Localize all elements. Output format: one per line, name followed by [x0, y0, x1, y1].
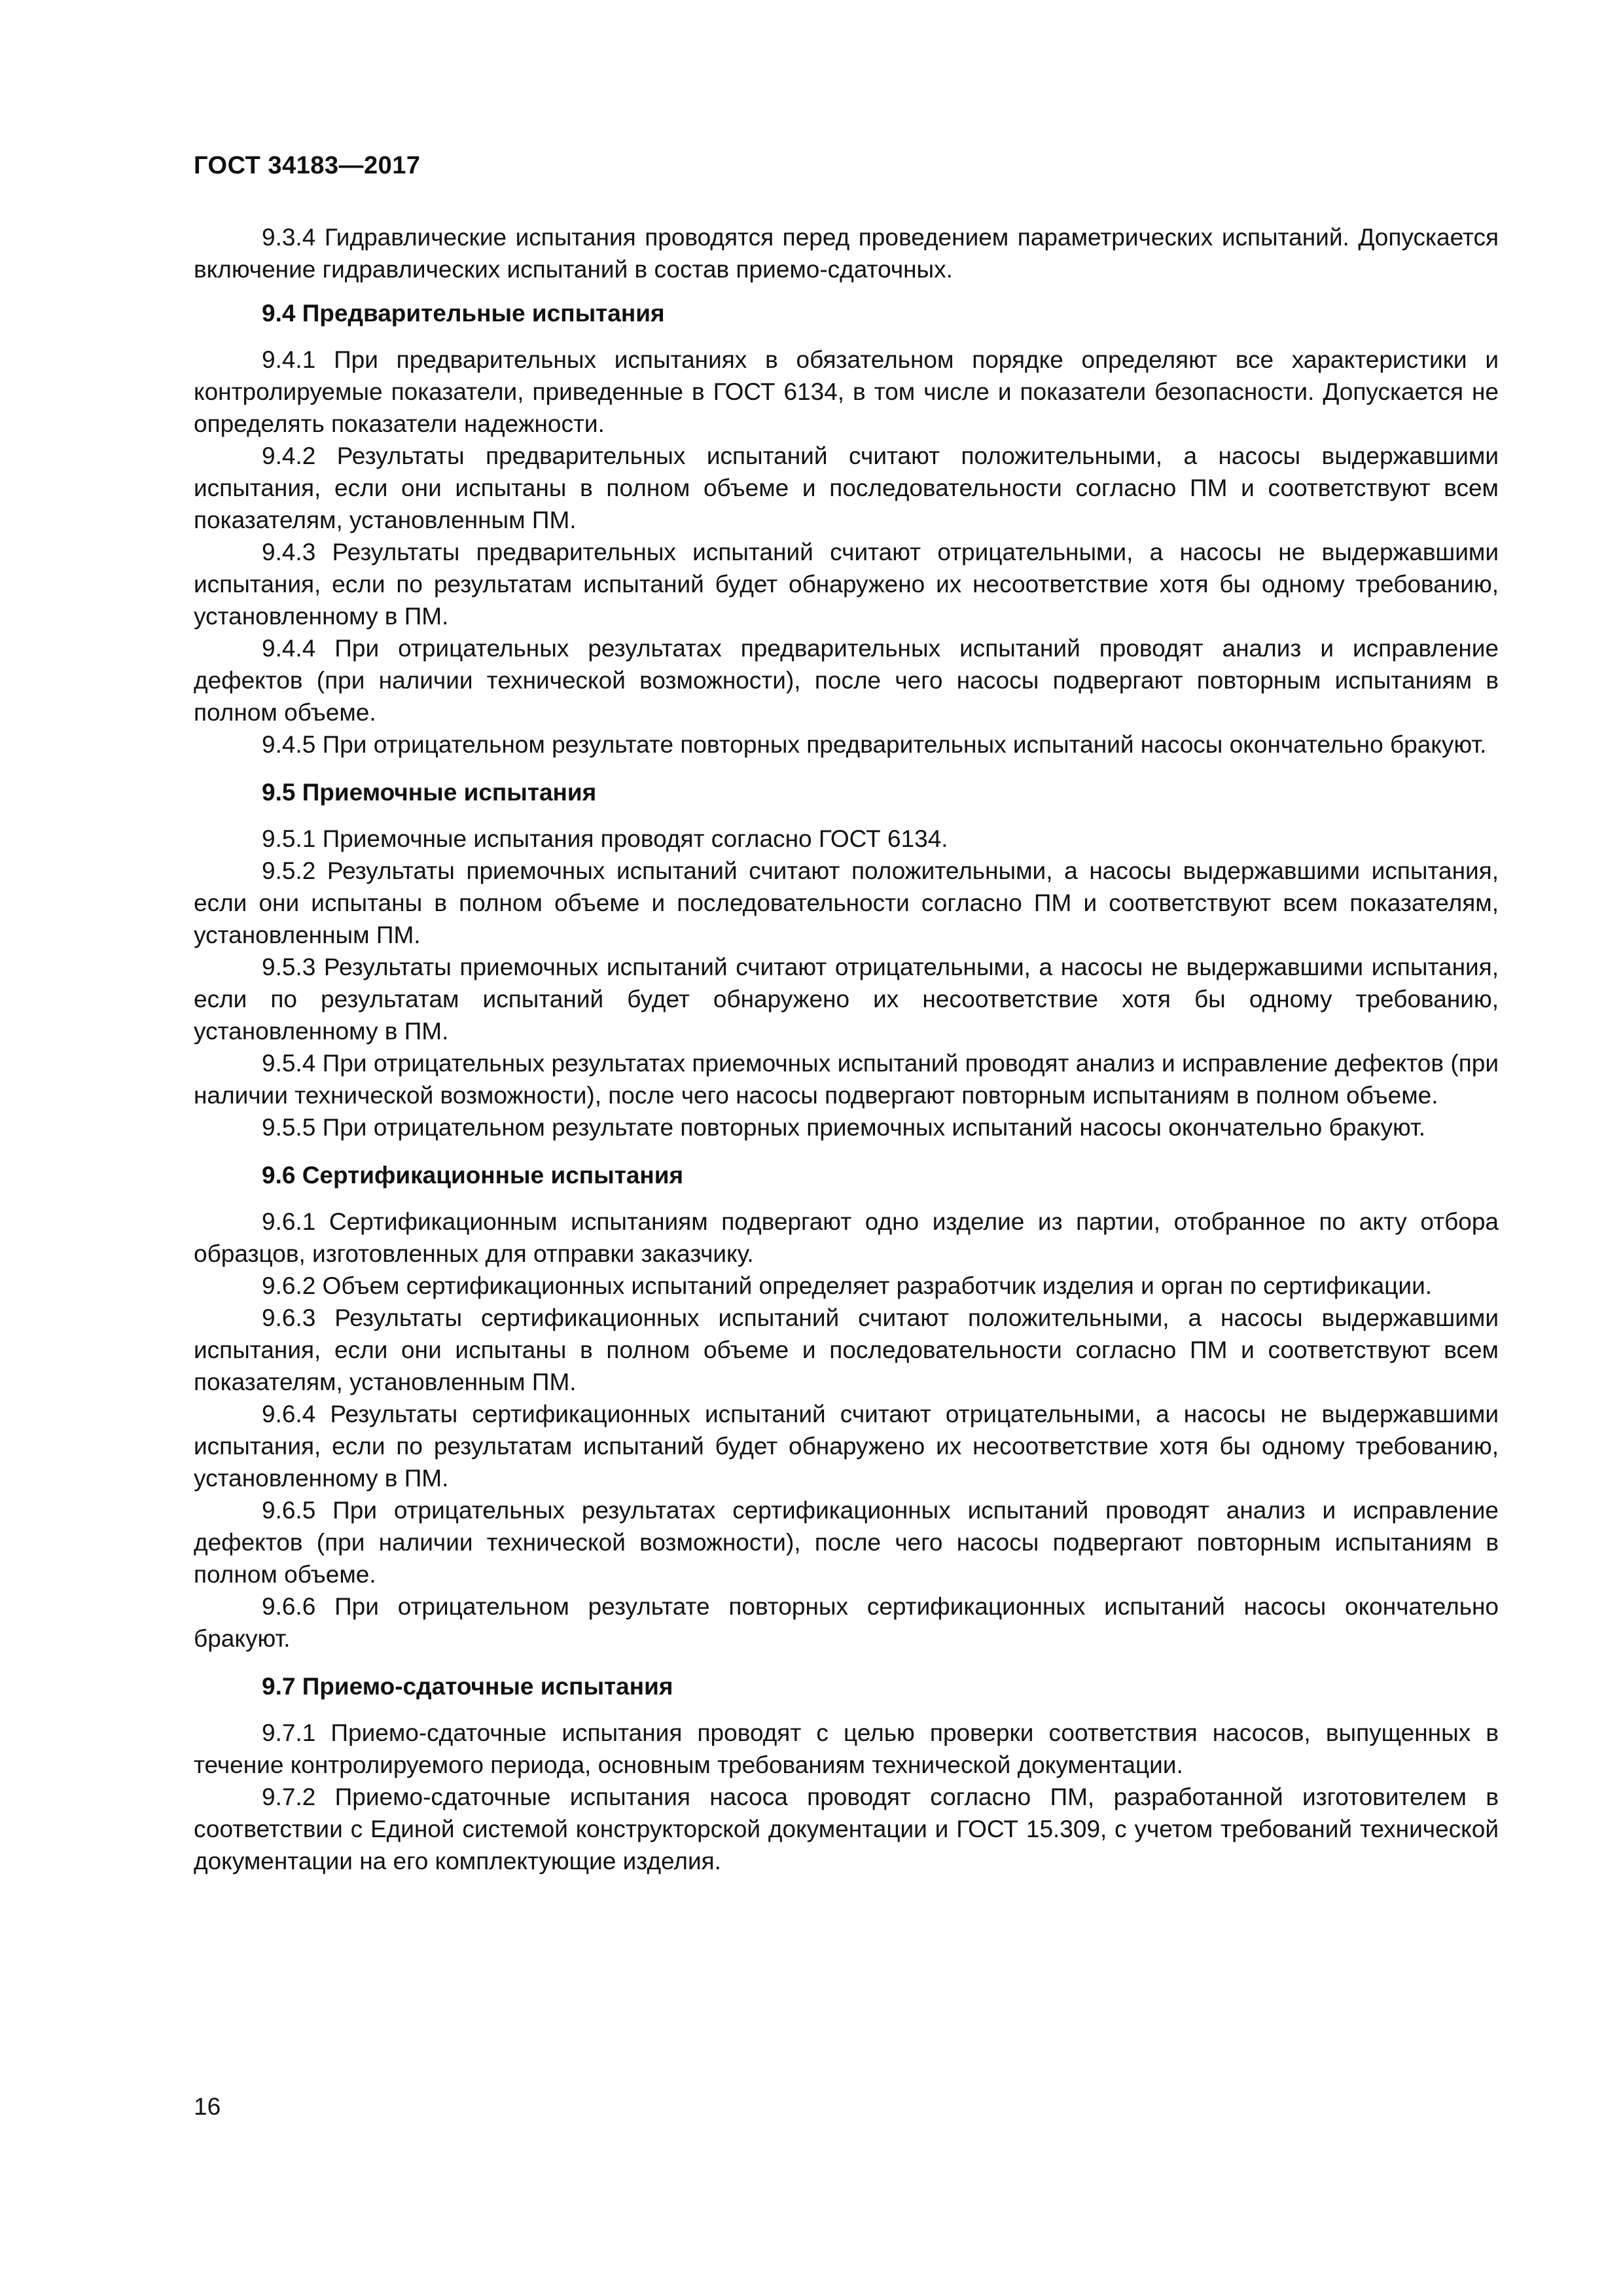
- paragraph-9-4-5: 9.4.5 При отрицательном результате повторных предварительных испытаний насосы окончательно бракуют.: [262, 731, 1487, 758]
- paragraph-9-6-6: 9.6.6 При отрицательном результате повторных сертификационных испытаний насосы окончательно бракуют.: [194, 1593, 1499, 1652]
- paragraph-9-7-2: 9.7.2 Приемо-сдаточные испытания насоса проводят согласно ПМ, разработанной изготовителем в соответствии с Единой системой конструкторской документации и ГОСТ 15.309, с учетом требований технической документации на его комплектующие изделия.: [194, 1784, 1499, 1874]
- paragraph-9-4-2: 9.4.2 Результаты предварительных испытаний считают положительными, а насосы выдержавшими испытания, если они испытаны в полном объеме и последовательности согласно ПМ и соответствуют всем показателям, установленным ПМ.: [194, 442, 1499, 533]
- page-number: 16: [194, 2093, 221, 2120]
- section-heading-9-7: 9.7 Приемо-сдаточные испытания: [262, 1673, 673, 1700]
- paragraph-9-6-2: 9.6.2 Объем сертификационных испытаний определяет разработчик изделия и орган по сертификации.: [262, 1272, 1433, 1299]
- paragraph-9-6-5: 9.6.5 При отрицательных результатах сертификационных испытаний проводят анализ и исправление дефектов (при наличии технической возможности), после чего насосы подвергают повторным испытаниям в полном объеме.: [194, 1497, 1499, 1588]
- paragraph-9-5-4: 9.5.4 При отрицательных результатах приемочных испытаний проводят анализ и исправление дефектов (при наличии технической возможности), после чего насосы подвергают повторным испытаниям в полном объеме.: [194, 1050, 1499, 1109]
- paragraph-9-7-1: 9.7.1 Приемо-сдаточные испытания проводят с целью проверки соответствия насосов, выпущенных в течение контролируемого периода, основным требованиям технической документации.: [194, 1719, 1499, 1778]
- paragraph-9-5-2: 9.5.2 Результаты приемочных испытаний считают положительными, а насосы выдержавшими испытания, если они испытаны в полном объеме и последовательности согласно ПМ и соответствуют всем показателям, установленным ПМ.: [194, 857, 1499, 948]
- section-9-7: [194, 1670, 1499, 1877]
- section-9-5: [194, 776, 1499, 1143]
- paragraph-9-6-4: 9.6.4 Результаты сертификационных испытаний считают отрицательными, а насосы не выдержавшими испытания, если по результатам испытаний будет обнаружено их несоответствие хотя бы одному требованию, установленному в ПМ.: [194, 1401, 1499, 1492]
- section-heading-9-4: 9.4 Предварительные испытания: [262, 300, 665, 327]
- paragraph-9-4-4: 9.4.4 При отрицательных результатах предварительных испытаний проводят анализ и исправление дефектов (при наличии технической возможности), после чего насосы подвергают повторным испытаниям в полном объеме.: [194, 635, 1499, 726]
- section-9-4: [194, 297, 1499, 761]
- paragraph-9-5-5: 9.5.5 При отрицательном результате повторных приемочных испытаний насосы окончательно бракуют.: [262, 1114, 1426, 1141]
- section-heading-9-5: 9.5 Приемочные испытания: [262, 779, 597, 806]
- document-body: [194, 221, 1499, 1877]
- paragraph-9-5-3: 9.5.3 Результаты приемочных испытаний считают отрицательными, а насосы не выдержавшими испытания, если по результатам испытаний будет обнаружено их несоответствие хотя бы одному требованию, установленному в ПМ.: [194, 954, 1499, 1045]
- paragraph-9-6-1: 9.6.1 Сертификационным испытаниям подвергают одно изделие из партии, отобранное по акту отбора образцов, изготовленных для отправки заказчику.: [194, 1208, 1499, 1267]
- section-heading-9-6: 9.6 Сертификационные испытания: [262, 1162, 684, 1189]
- document-header-id: ГОСТ 34183—2017: [194, 152, 421, 179]
- paragraph-9-3-4: 9.3.4 Гидравлические испытания проводятся перед проведением параметрических испытаний. Допускается включение гидравлических испытаний в состав приемо-сдаточных.: [194, 224, 1499, 283]
- paragraph-9-5-1: 9.5.1 Приемочные испытания проводят согласно ГОСТ 6134.: [262, 825, 948, 852]
- paragraph-9-6-3: 9.6.3 Результаты сертификационных испытаний считают положительными, а насосы выдержавшими испытания, если они испытаны в полном объеме и последовательности согласно ПМ и соответствуют всем показателям, установленным ПМ.: [194, 1304, 1499, 1395]
- paragraph-9-4-1: 9.4.1 При предварительных испытаниях в обязательном порядке определяют все характеристики и контролируемые показатели, приведенные в ГОСТ 6134, в том числе и показатели безопасности. Допускается не определять показатели надежности.: [194, 346, 1499, 437]
- paragraph-9-4-3: 9.4.3 Результаты предварительных испытаний считают отрицательными, а насосы не выдержавшими испытания, если по результатам испытаний будет обнаружено их несоответствие хотя бы одному требованию, установленному в ПМ.: [194, 539, 1499, 630]
- section-9-6: [194, 1159, 1499, 1655]
